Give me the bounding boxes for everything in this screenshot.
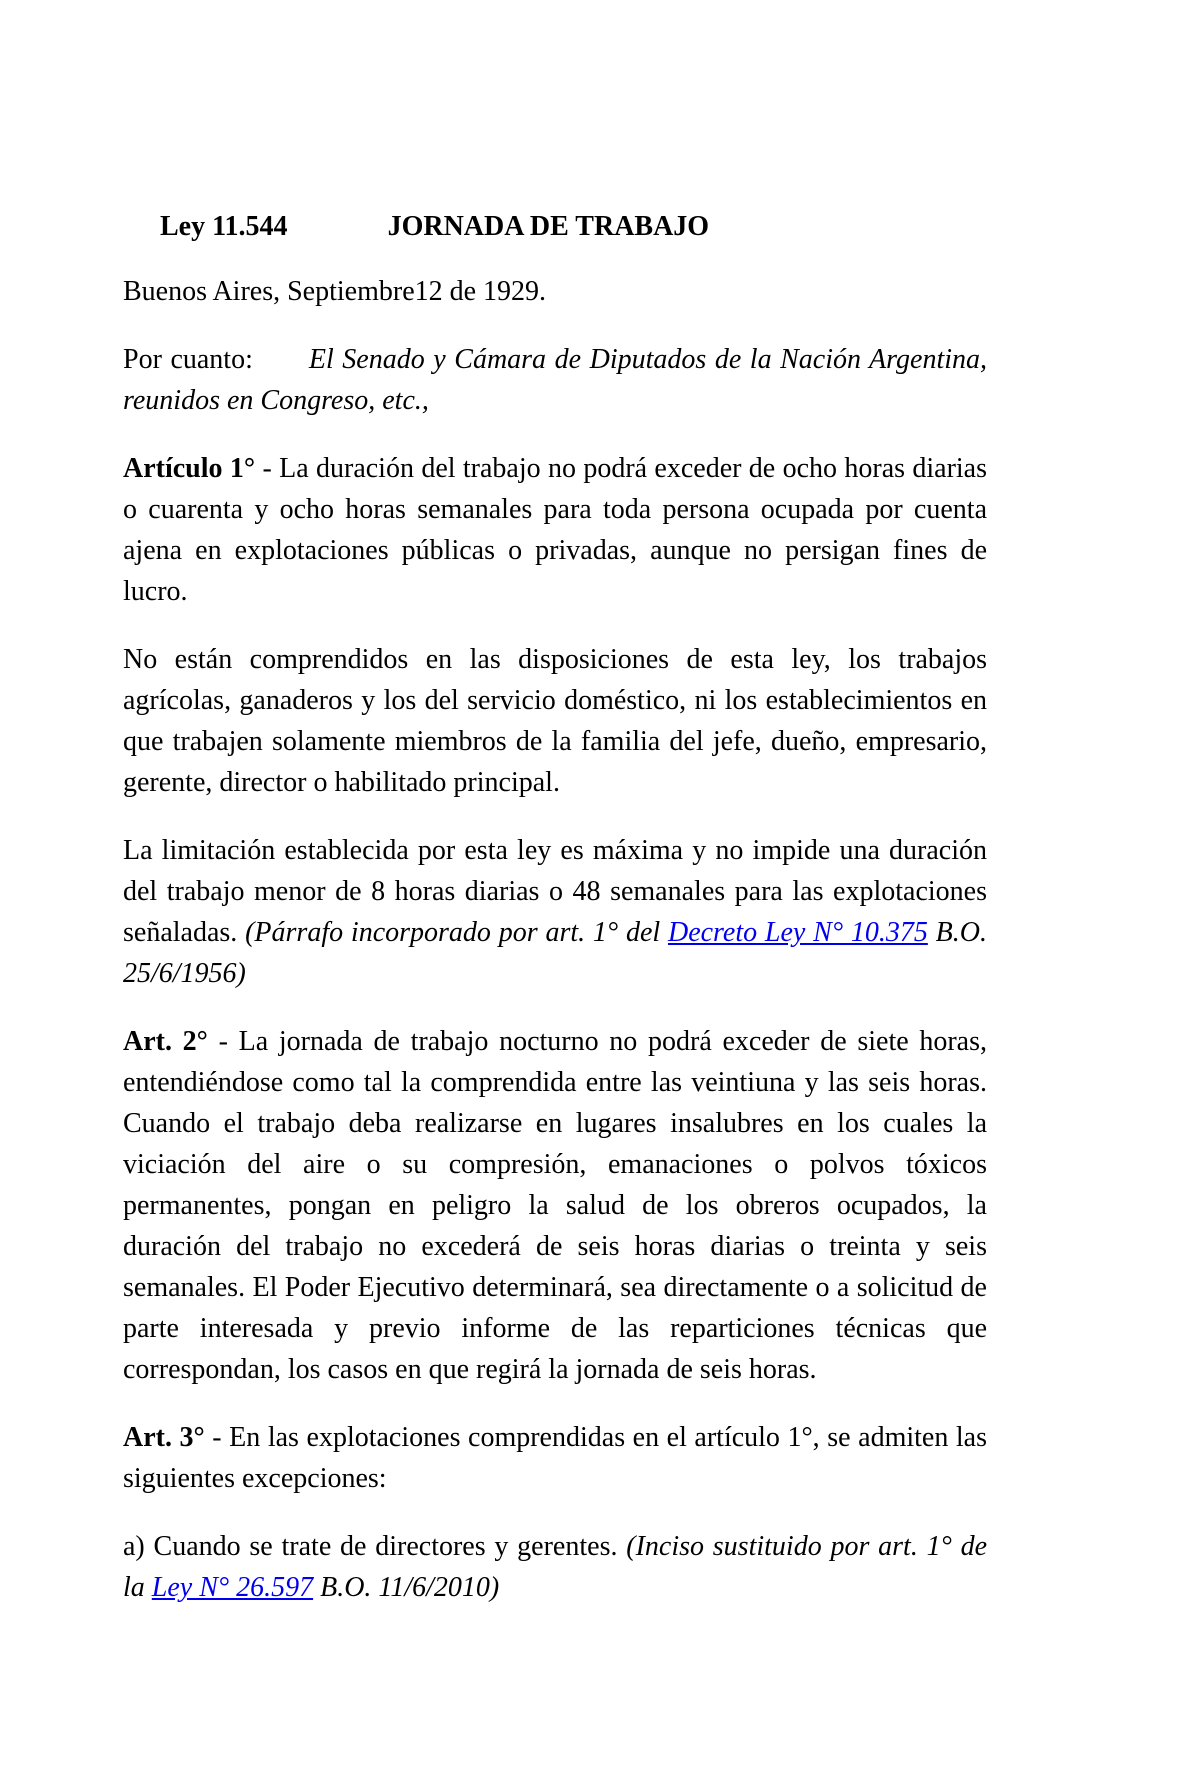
dateline: Buenos Aires, Septiembre12 de 1929. (123, 276, 547, 307)
articulo-1-paragraph (123, 448, 987, 612)
limitacion-note-prefix: (Párrafo incorporado por art. 1° del (245, 917, 668, 948)
link-decreto-ley-10375[interactable]: Decreto Ley N° 10.375 (667, 917, 928, 948)
articulo-3-text: - En las explotaciones comprendidas en el artículo 1°, se admiten las siguientes excepciones: (123, 1422, 987, 1494)
document-title (123, 206, 987, 247)
limitacion-paragraph (123, 830, 987, 994)
articulo-1-label: Artículo 1° (123, 453, 256, 484)
preamble-paragraph (123, 339, 987, 421)
inciso-a-note-suffix: B.O. 11/6/2010) (313, 1572, 500, 1603)
articulo-2-paragraph (123, 1021, 987, 1390)
inciso-a-text: a) Cuando se trate de directores y gerentes. (123, 1531, 627, 1562)
law-title: JORNADA DE TRABAJO (387, 211, 710, 242)
limitacion-text: La limitación establecida por esta ley es máxima y no impide una duración del trabajo menor de 8 horas diarias o 48 semanales para las explotaciones señaladas. (123, 835, 987, 948)
link-ley-26597[interactable]: Ley N° 26.597 (151, 1572, 314, 1603)
articulo-1-text: - La duración del trabajo no podrá exceder de ocho horas diarias o cuarenta y ocho horas semanales para toda persona ocupada por cuenta ajena en explotaciones públicas o privadas, aunque no persigan fines de lucro. (123, 453, 988, 607)
articulo-2-label: Art. 2° (123, 1026, 208, 1057)
inciso-a-paragraph (123, 1526, 987, 1608)
preamble-label: Por cuanto: (123, 344, 253, 375)
exclusiones-paragraph: No están comprendidos en las disposiciones de esta ley, los trabajos agrícolas, ganaderos y los del servicio doméstico, ni los establecimientos en que trabajen solamente miembros de la familia del jefe, dueño, empresario, gerente, director o habilitado principal. (123, 644, 987, 798)
preamble-text: El Senado y Cámara de Diputados de la Nación Argentina, reunidos en Congreso, etc., (123, 344, 988, 416)
articulo-2-text: - La jornada de trabajo nocturno no podrá exceder de siete horas, entendiéndose como tal la comprendida entre las veintiuna y las seis horas. Cuando el trabajo deba realizarse en lugares insalubres en los cuales la viciación del aire o su compresión, emanaciones o polvos tóxicos permanentes, pongan en peligro la salud de los obreros ocupados, la duración del trabajo no excederá de seis horas diarias o treinta y seis semanales. El Poder Ejecutivo determinará, sea directamente o a solicitud de parte interesada y previo informe de las reparticiones técnicas que correspondan, los casos en que regirá la jornada de seis horas. (123, 1026, 987, 1385)
articulo-3-paragraph (123, 1417, 987, 1499)
law-number: Ley 11.544 (160, 211, 288, 242)
limitacion-note-suffix: B.O. 25/6/1956) (123, 917, 987, 989)
articulo-3-label: Art. 3° (123, 1422, 205, 1453)
inciso-a-note-prefix: (Inciso sustituido por art. 1° de la (123, 1531, 988, 1603)
